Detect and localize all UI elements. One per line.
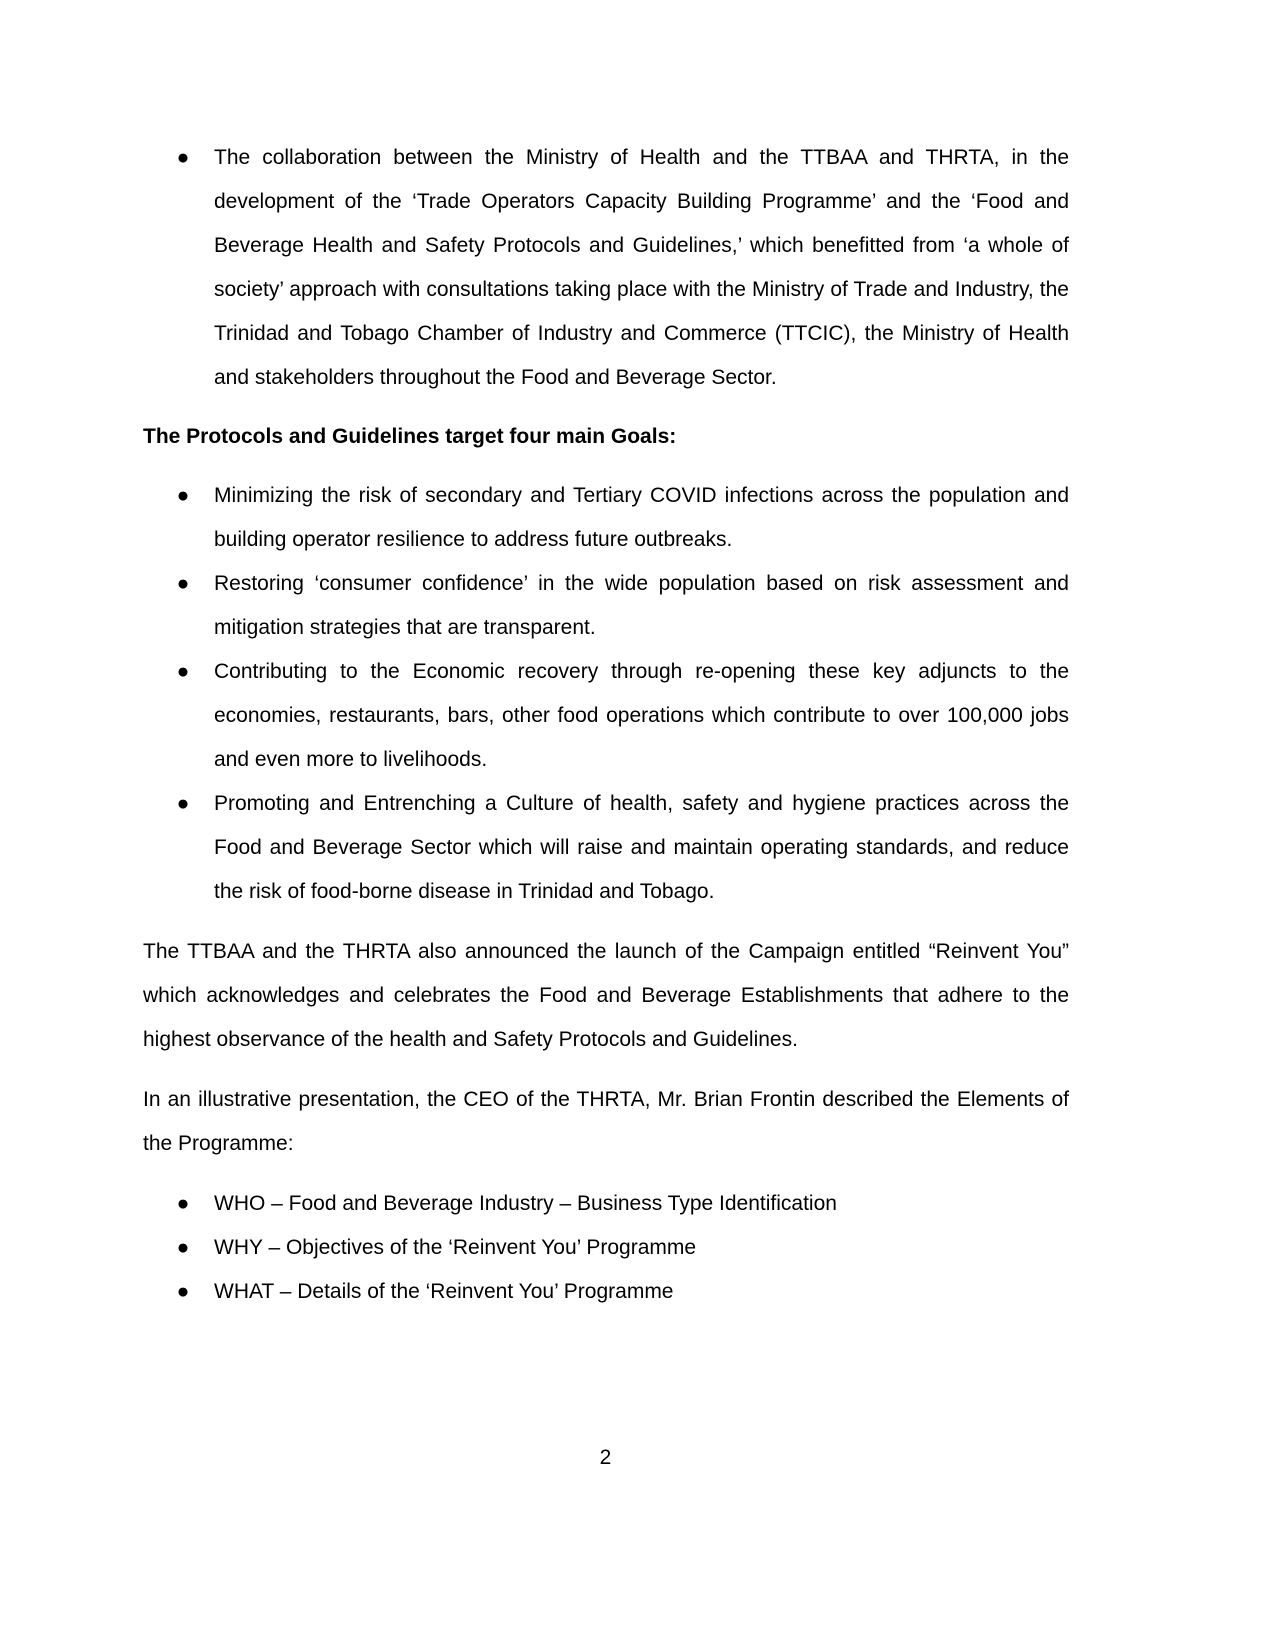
- list-item-text: WHY – Objectives of the ‘Reinvent You’ Programme: [214, 1236, 697, 1259]
- bullet-icon: ●: [176, 146, 190, 169]
- intro-list: [143, 136, 1069, 400]
- list-item-text: Minimizing the risk of secondary and Tertiary COVID infections across the population and building operator resilience to address future outbreaks.: [214, 484, 1069, 551]
- bullet-icon: ●: [176, 484, 190, 507]
- list-item-text: WHAT – Details of the ‘Reinvent You’ Programme: [214, 1280, 674, 1303]
- list-item-text: Contributing to the Economic recovery through re-opening these key adjuncts to the economies, restaurants, bars, other food operations which contribute to over 100,000 jobs and even more to livelihoods.: [214, 660, 1069, 771]
- list-item: [143, 1182, 1069, 1226]
- bullet-icon: ●: [176, 792, 190, 815]
- goals-list: [143, 474, 1069, 914]
- campaign-paragraph: The TTBAA and the THRTA also announced the launch of the Campaign entitled “Reinvent You” which acknowledges and celebrates the Food and Beverage Establishments that adhere to the highest observance of the health and Safety Protocols and Guidelines.: [143, 940, 1069, 1051]
- bullet-icon: ●: [176, 1280, 190, 1303]
- list-item: [143, 650, 1069, 782]
- bullet-icon: ●: [176, 1192, 190, 1215]
- goals-heading: The Protocols and Guidelines target four main Goals:: [143, 425, 677, 448]
- list-item-text: WHO – Food and Beverage Industry – Business Type Identification: [214, 1192, 837, 1215]
- list-item: [143, 474, 1069, 562]
- list-item-text: The collaboration between the Ministry of Health and the TTBAA and THRTA, in the development of the ‘Trade Operators Capacity Building Programme’ and the ‘Food and Beverage Health and Safety Protocols and Guidelines,’ which benefitted from ‘a whole of society’ approach with consultations taking place with the Ministry of Trade and Industry, the Trinidad and Tobago Chamber of Industry and Commerce (TTCIC), the Ministry of Health and stakeholders throughout the Food and Beverage Sector.: [214, 146, 1069, 389]
- bullet-icon: ●: [176, 660, 190, 683]
- page-number: 2: [599, 1446, 612, 1469]
- list-item: [143, 1270, 1069, 1314]
- list-item: [143, 562, 1069, 650]
- bullet-icon: ●: [176, 1236, 190, 1259]
- list-item: [143, 782, 1069, 914]
- list-item: [143, 136, 1069, 400]
- presentation-paragraph: In an illustrative presentation, the CEO of the THRTA, Mr. Brian Frontin described the Elements of the Programme:: [143, 1088, 1069, 1155]
- list-item-text: Promoting and Entrenching a Culture of health, safety and hygiene practices across the Food and Beverage Sector which will raise and maintain operating standards, and reduce the risk of food-borne disease in Trinidad and Tobago.: [214, 792, 1069, 903]
- list-item-text: Restoring ‘consumer confidence’ in the wide population based on risk assessment and mitigation strategies that are transparent.: [214, 572, 1069, 639]
- list-item: [143, 1226, 1069, 1270]
- bullet-icon: ●: [176, 572, 190, 595]
- page-content: [143, 136, 1069, 1314]
- elements-list: [143, 1182, 1069, 1314]
